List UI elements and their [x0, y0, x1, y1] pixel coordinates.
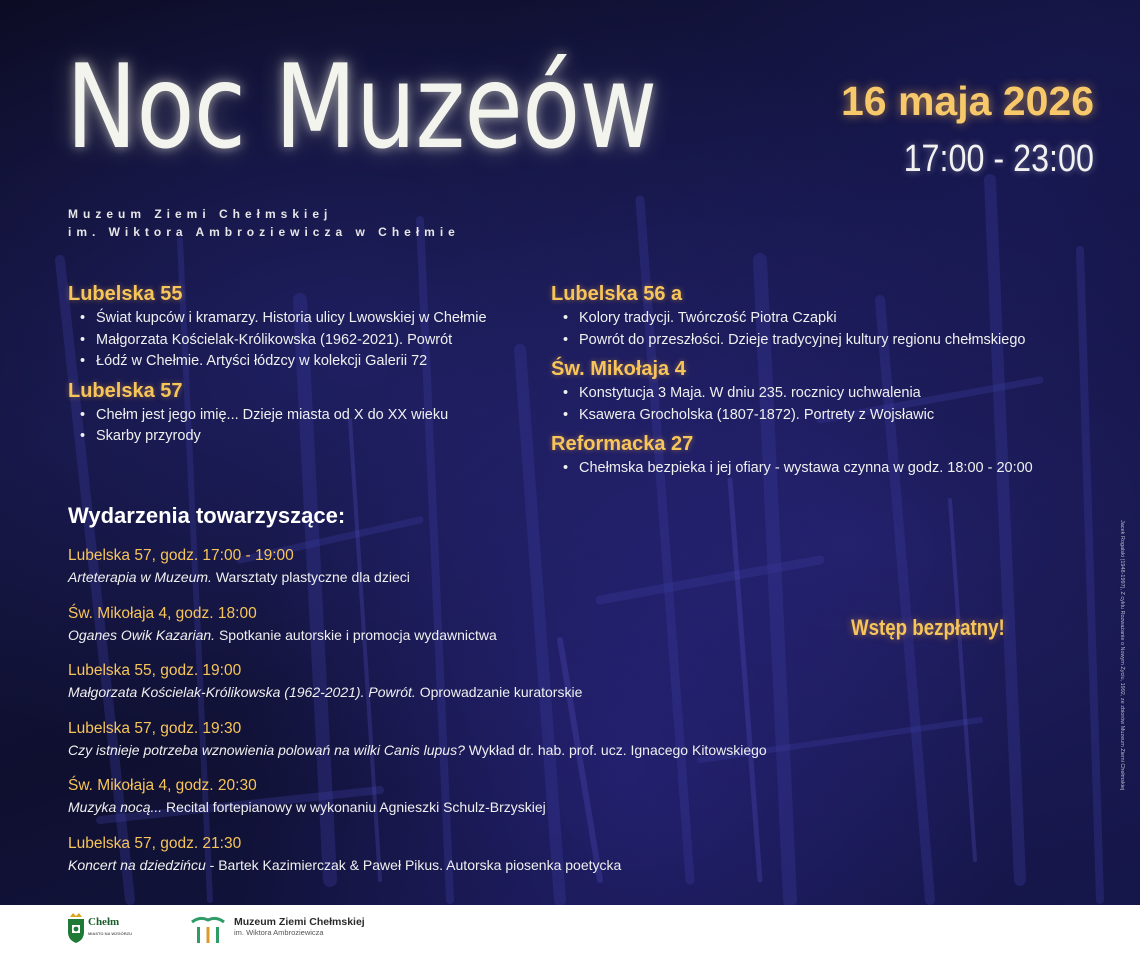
exhibition-list [551, 458, 1111, 480]
event-detail: Recital fortepianowy w wykonaniu Agnieszki Schulz-Brzyskiej [162, 799, 546, 815]
events-heading: Wydarzenia towarzyszące: [68, 503, 346, 528]
museum-logo-name: Muzeum Ziemi Chełmskiej [234, 916, 365, 928]
bullet-icon: • [563, 385, 569, 401]
chelm-label: Chełm [88, 916, 120, 928]
bullet-icon: • [80, 406, 86, 423]
exhibition-title: Ksawera Grocholska (1807-1872). Portrety z Wojsławic [579, 406, 935, 423]
event-date: 16 maja 2026 [840, 78, 1094, 124]
event-title: Muzyka nocą... [68, 799, 163, 815]
event-item [68, 719, 908, 777]
exhibition-item [561, 405, 1111, 427]
location-block [551, 282, 1111, 351]
exhibition-title: Małgorzata Kościelak-Królikowska (1962-2021). Powrót [96, 331, 453, 348]
event-place-time: Św. Mikołaja 4, godz. 18:00 [68, 604, 257, 622]
bullet-icon: • [80, 428, 86, 444]
exhibition-item [78, 405, 538, 427]
chelm-logo-text [88, 916, 132, 940]
exhibition-list [68, 405, 538, 448]
exhibition-list [551, 308, 1111, 351]
event-title: Czy istnieje potrzeba wznowienia polowań na wilki Canis lupus? [68, 741, 465, 758]
bullet-icon: • [80, 310, 86, 326]
exhibition-title: Świat kupców i kramarzy. Historia ulicy Lwowskiej w Chełmie [96, 310, 487, 326]
event-detail: Wykład dr. hab. prof. ucz. Ignacego Kitowskiego [464, 741, 767, 758]
location-block [68, 282, 538, 373]
event-detail: Warsztaty plastyczne dla dzieci [211, 569, 410, 585]
chelm-tagline: MIASTO NA WZGÓRZU [88, 931, 132, 936]
event-description [68, 624, 908, 646]
museum-name-line1: Muzeum Ziemi Chełmskiej [68, 207, 333, 221]
location-name: Św. Mikołaja 4 [551, 358, 686, 380]
location-block [551, 357, 1111, 426]
event-title: Oganes Owik Kazarian. [68, 626, 216, 643]
museum-logo-subtitle: im. Wiktora Ambroziewicza [234, 928, 324, 937]
locations-left-column [68, 282, 538, 454]
bullet-icon: • [563, 460, 569, 476]
event-place-time: Lubelska 57, godz. 17:00 - 19:00 [68, 547, 294, 564]
event-description [68, 566, 908, 588]
event-detail: - Bartek Kazimierczak & Paweł Pikus. Autorska piosenka poetycka [205, 856, 622, 873]
bullet-icon: • [563, 406, 569, 423]
event-description [68, 854, 908, 876]
exhibition-title: Konstytucja 3 Maja. W dniu 235. rocznicy uchwalenia [579, 385, 921, 401]
events-list [68, 546, 908, 891]
event-description [68, 739, 908, 761]
chelm-crest-icon [67, 913, 85, 943]
exhibition-item [78, 330, 538, 352]
exhibition-title: Skarby przyrody [96, 428, 201, 444]
event-item [68, 834, 908, 892]
footer-bar [0, 905, 1140, 956]
exhibition-title: Kolory tradycji. Twórczość Piotra Czapki [579, 310, 837, 326]
event-place-time: Św. Mikołaja 4, godz. 20:30 [68, 777, 257, 794]
exhibition-item [78, 308, 538, 330]
location-name: Reformacka 27 [551, 433, 694, 455]
location-name: Lubelska 57 [68, 379, 183, 402]
museum-name-line2: im. Wiktora Ambroziewicza w Chełmie [68, 225, 460, 239]
column-icon [190, 916, 226, 946]
exhibition-item [78, 351, 538, 373]
event-description [68, 796, 908, 818]
chelm-logo [67, 913, 132, 943]
event-item [68, 604, 908, 662]
exhibition-title: Chełm jest jego imię... Dzieje miasta od X do XX wieku [96, 406, 449, 423]
event-place-time: Lubelska 55, godz. 19:00 [68, 662, 242, 679]
event-description [68, 681, 908, 703]
event-item [68, 546, 908, 604]
exhibition-item [561, 330, 1111, 352]
event-title: Arteterapia w Muzeum. [68, 569, 212, 585]
bullet-icon: • [80, 331, 86, 348]
artwork-credit: Jacek Rogalski (1948-1997), Z cyklu Rozważanie o Nowym Życiu, 1992, ze zbiorów Muzeum Ziemi Chełmskiej [1119, 520, 1125, 791]
museum-name [68, 205, 460, 241]
exhibition-item [561, 308, 1111, 330]
location-block [551, 432, 1111, 480]
exhibition-item [561, 383, 1111, 405]
free-entry-label: Wstęp bezpłatny! [851, 615, 1005, 640]
event-detail: Oprowadzanie kuratorskie [415, 684, 583, 700]
page-title: Noc Muzeów [66, 40, 657, 175]
location-name: Lubelska 56 a [551, 283, 683, 305]
location-block [68, 379, 538, 448]
bullet-icon: • [563, 331, 569, 348]
event-title: Koncert na dziedzińcu [68, 856, 206, 873]
event-item [68, 661, 908, 719]
exhibition-title: Chełmska bezpieka i jej ofiary - wystawa czynna w godz. 18:00 - 20:00 [579, 460, 1033, 476]
exhibition-list [551, 383, 1111, 426]
bullet-icon: • [80, 353, 86, 369]
locations-right-column [551, 282, 1111, 486]
event-title: Małgorzata Kościelak-Królikowska (1962-2021). Powrót. [68, 684, 416, 700]
museum-logo [190, 916, 365, 946]
exhibition-title: Powrót do przeszłości. Dzieje tradycyjnej kultury regionu chełmskiego [579, 331, 1026, 348]
event-time: 17:00 - 23:00 [903, 138, 1094, 180]
museum-logo-text [234, 916, 365, 937]
exhibition-item [78, 426, 538, 448]
exhibition-list [68, 308, 538, 373]
exhibition-title: Łódź w Chełmie. Artyści łódzcy w kolekcji Galerii 72 [96, 353, 428, 369]
event-detail: Spotkanie autorskie i promocja wydawnictwa [215, 626, 497, 643]
event-place-time: Lubelska 57, godz. 21:30 [68, 834, 242, 852]
exhibition-item [561, 458, 1111, 480]
location-name: Lubelska 55 [68, 283, 183, 305]
bullet-icon: • [563, 310, 569, 326]
event-item [68, 776, 908, 834]
event-place-time: Lubelska 57, godz. 19:30 [68, 719, 242, 737]
